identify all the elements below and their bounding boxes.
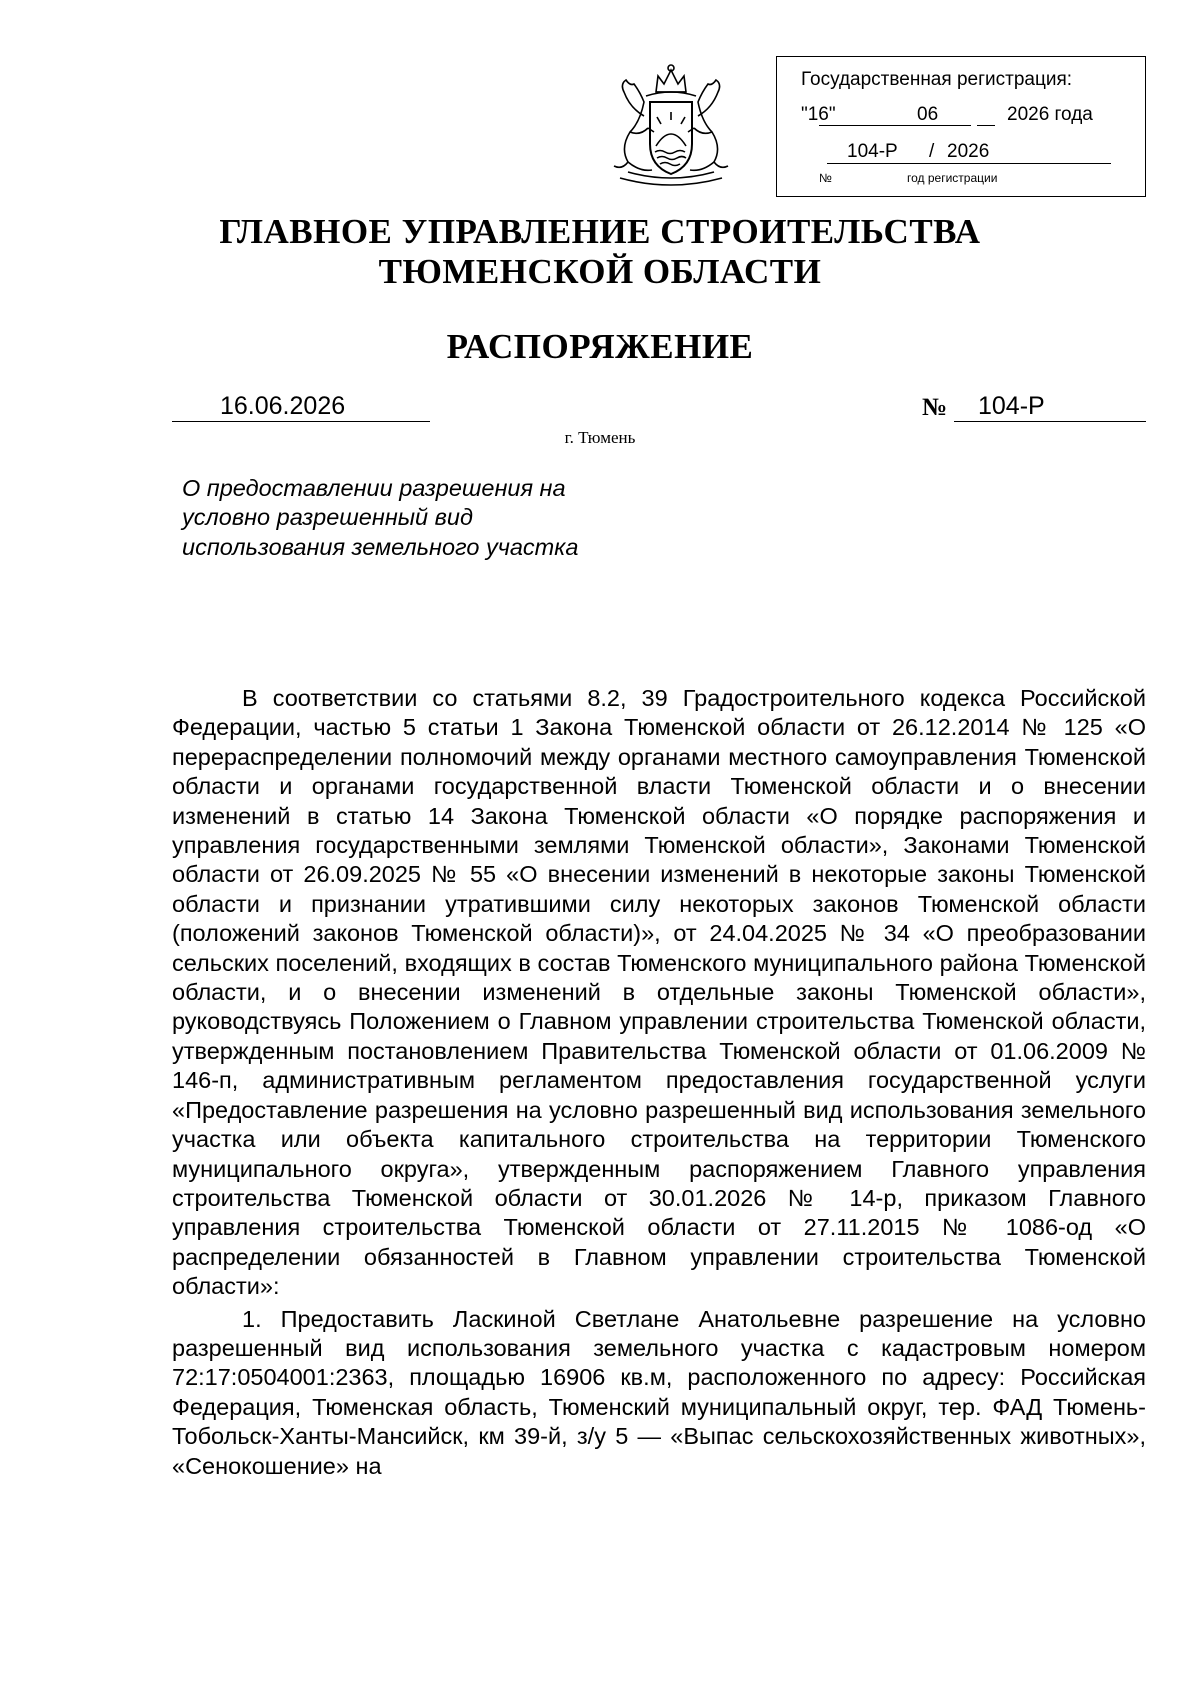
document-city: г. Тюмень — [564, 428, 636, 447]
registration-separator: / — [929, 141, 935, 162]
registration-number-underline — [827, 163, 1111, 164]
registration-number: 104-Р — [847, 141, 898, 162]
document-number: 104-Р — [978, 392, 1045, 420]
registration-stamp — [776, 56, 1146, 197]
coat-of-arms-emblem — [600, 62, 742, 190]
registration-year-label: год регистрации — [907, 171, 998, 185]
registration-day-underline — [819, 125, 971, 126]
org-name-line1: ГЛАВНОЕ УПРАВЛЕНИЕ СТРОИТЕЛЬСТВА — [219, 212, 981, 251]
registration-month-underline — [977, 125, 995, 126]
registration-title: Государственная регистрация: — [801, 69, 1073, 90]
number-underline — [954, 421, 1146, 422]
document-body — [172, 684, 1146, 1481]
date-underline — [172, 421, 430, 422]
document-subject: О предоставлении разрешения на условно разрешенный вид использования земельного участка — [182, 475, 579, 560]
document-date: 16.06.2026 — [220, 392, 346, 420]
registration-day: "16" — [801, 104, 836, 125]
registration-no-label: № — [819, 171, 832, 185]
document-type-title: РАСПОРЯЖЕНИЕ — [446, 327, 754, 366]
registration-year: 2026 года — [1007, 104, 1093, 125]
org-name-line2: ТЮМЕНСКОЙ ОБЛАСТИ — [378, 252, 822, 291]
body-paragraph-preamble: В соответствии со статьями 8.2, 39 Градостроительного кодекса Российской Федерации, частью 5 статьи 1 Закона Тюменской области от 26.12.2014 № 125 «О перераспределении полномочий между органами местного самоуправления Тюменской области и органами государственной власти Тюменской области и о внесении изменений в статью 14 Закона Тюменской области «О порядке распоряжения и управления государственными землями Тюменской области», Законами Тюменской области от 26.09.2025 № 55 «О внесении изменений в некоторые законы Тюменской области и признании утратившими силу некоторых законов Тюменской области (положений законов Тюменской области)», от 24.04.2025 № 34 «О преобразовании сельских поселений, входящих в состав Тюменского муниципального района Тюменской области, и о внесении изменений в отдельные законы Тюменской области», руководствуясь Положением о Главном управлении строительства Тюменской области, утвержденным постановлением Правительства Тюменской области от 01.06.2009 № 146-п, административным регламентом предоставления государственной услуги «Предоставление разрешения на условно разрешенный вид использования земельного участка или объекта капитального строительства на территории Тюменского муниципального округа», утвержденным распоряжением Главного управления строительства Тюменской области от 30.01.2026 № 14-р, приказом Главного управления строительства Тюменской области от 27.11.2015 № 1086-од «О распределении обязанностей в Главном управлении строительства Тюменской области»: — [172, 685, 1146, 1300]
registration-month: 06 — [917, 104, 939, 125]
document-number-label: № — [922, 394, 948, 421]
body-paragraph-item-1: 1. Предоставить Ласкиной Светлане Анатольевне разрешение на условно разрешенный вид использования земельного участка с кадастровым номером 72:17:0504001:2363, площадью 16906 кв.м, расположенного по адресу: Российская Федерация, Тюменская область, Тюменский муниципальный округ, тер. ФАД Тюмень-Тобольск-Ханты-Мансийск, км 39-й, з/у 5 — «Выпас сельскохозяйственных животных», «Сенокошение» на — [172, 1305, 1146, 1479]
registration-reg-year: 2026 — [947, 141, 990, 162]
